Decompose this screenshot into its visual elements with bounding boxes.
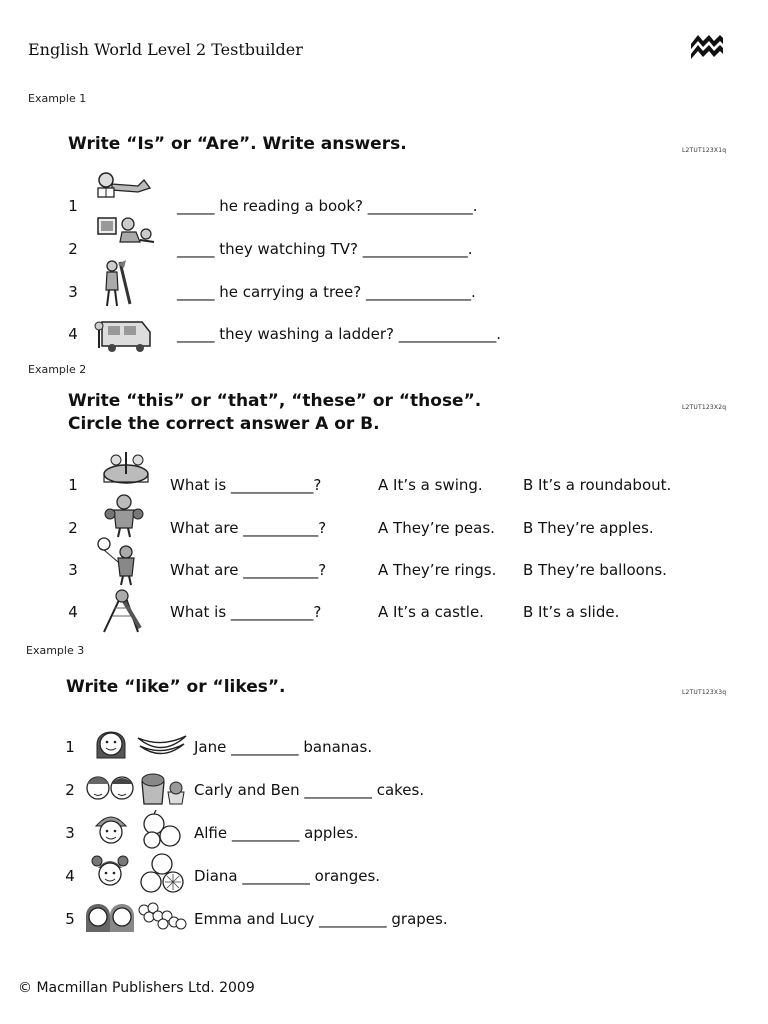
example-1-item-number: 2 — [68, 240, 78, 258]
example-2-option-a: A They’re rings. — [378, 561, 497, 579]
roundabout-icon — [100, 444, 152, 490]
example-1-item-number: 3 — [68, 283, 78, 301]
example-3-item-text: Emma and Lucy _________ grapes. — [194, 910, 448, 928]
example-3-item-number: 3 — [65, 824, 75, 842]
example-1-instruction: Write “Is” or “Are”. Write answers. — [68, 134, 407, 154]
example-2-item-number: 2 — [68, 519, 78, 537]
example-3-instruction: Write “like” or “likes”. — [66, 677, 286, 697]
cakes-icon — [138, 768, 188, 808]
example-3-item-number: 4 — [65, 867, 75, 885]
example-3-item-text: Alfie _________ apples. — [194, 824, 359, 842]
example-3-item-text: Carly and Ben _________ cakes. — [194, 781, 425, 799]
example-2-question: What are __________? — [170, 561, 327, 579]
example-3-item-number: 2 — [65, 781, 75, 799]
girl-holding-fruit-icon — [102, 492, 146, 538]
grapes-icon — [136, 900, 188, 932]
example-2-question: What are __________? — [170, 519, 327, 537]
example-2-question: What is ___________? — [170, 476, 322, 494]
example-1-item-text: _____ he reading a book? ______________. — [177, 197, 478, 215]
example-1-item-number: 4 — [68, 325, 78, 343]
apples-icon — [140, 810, 184, 850]
example-2-option-b: B It’s a slide. — [523, 603, 620, 621]
example-3-item-text: Jane _________ bananas. — [194, 738, 373, 756]
people-washing-van-icon — [94, 312, 154, 354]
two-girls-faces-icon — [84, 896, 136, 934]
child-with-balloons-icon — [96, 536, 148, 586]
two-children-faces-icon — [84, 768, 136, 806]
girl-face-icon — [92, 724, 130, 762]
boy-reading-book-icon — [94, 168, 152, 200]
example-2-item-number: 4 — [68, 603, 78, 621]
example-2-option-a: A It’s a castle. — [378, 603, 484, 621]
oranges-icon — [140, 852, 186, 894]
example-3-item-number: 5 — [65, 910, 75, 928]
example-2-option-b: B It’s a roundabout. — [523, 476, 672, 494]
example-3-code: L2TUT123X3q — [682, 689, 727, 696]
bananas-icon — [136, 728, 188, 758]
example-2-label: Example 2 — [28, 363, 87, 376]
macmillan-logo-icon — [690, 32, 724, 60]
example-1-item-text: _____ they watching TV? ______________. — [177, 240, 473, 258]
example-3-label: Example 3 — [26, 644, 85, 657]
example-2-option-a: A It’s a swing. — [378, 476, 483, 494]
example-1-item-number: 1 — [68, 197, 78, 215]
example-2-code: L2TUT123X2q — [682, 404, 727, 411]
example-2-option-b: B They’re balloons. — [523, 561, 667, 579]
children-watching-tv-icon — [96, 212, 156, 248]
man-carrying-tree-icon — [100, 258, 134, 308]
example-2-option-a: A They’re peas. — [378, 519, 495, 537]
page-title: English World Level 2 Testbuilder — [28, 40, 303, 59]
example-1-code: L2TUT123X1q — [682, 147, 727, 154]
example-1-item-text: _____ he carrying a tree? ______________. — [177, 283, 476, 301]
example-3-item-text: Diana _________ oranges. — [194, 867, 381, 885]
slide-icon — [100, 588, 142, 636]
example-2-option-b: B They’re apples. — [523, 519, 654, 537]
girl-with-bows-face-icon — [90, 852, 130, 892]
example-1-label: Example 1 — [28, 92, 87, 105]
copyright-footer: © Macmillan Publishers Ltd. 2009 — [18, 980, 255, 996]
example-2-instruction-line-2: Circle the correct answer A or B. — [68, 414, 380, 434]
example-2-question: What is ___________? — [170, 603, 322, 621]
example-2-item-number: 1 — [68, 476, 78, 494]
example-3-item-number: 1 — [65, 738, 75, 756]
boy-face-icon — [92, 810, 130, 848]
example-1-item-text: _____ they washing a ladder? _____________. — [177, 325, 502, 343]
example-2-instruction-line-1: Write “this” or “that”, “these” or “those”. — [68, 391, 482, 411]
example-2-item-number: 3 — [68, 561, 78, 579]
